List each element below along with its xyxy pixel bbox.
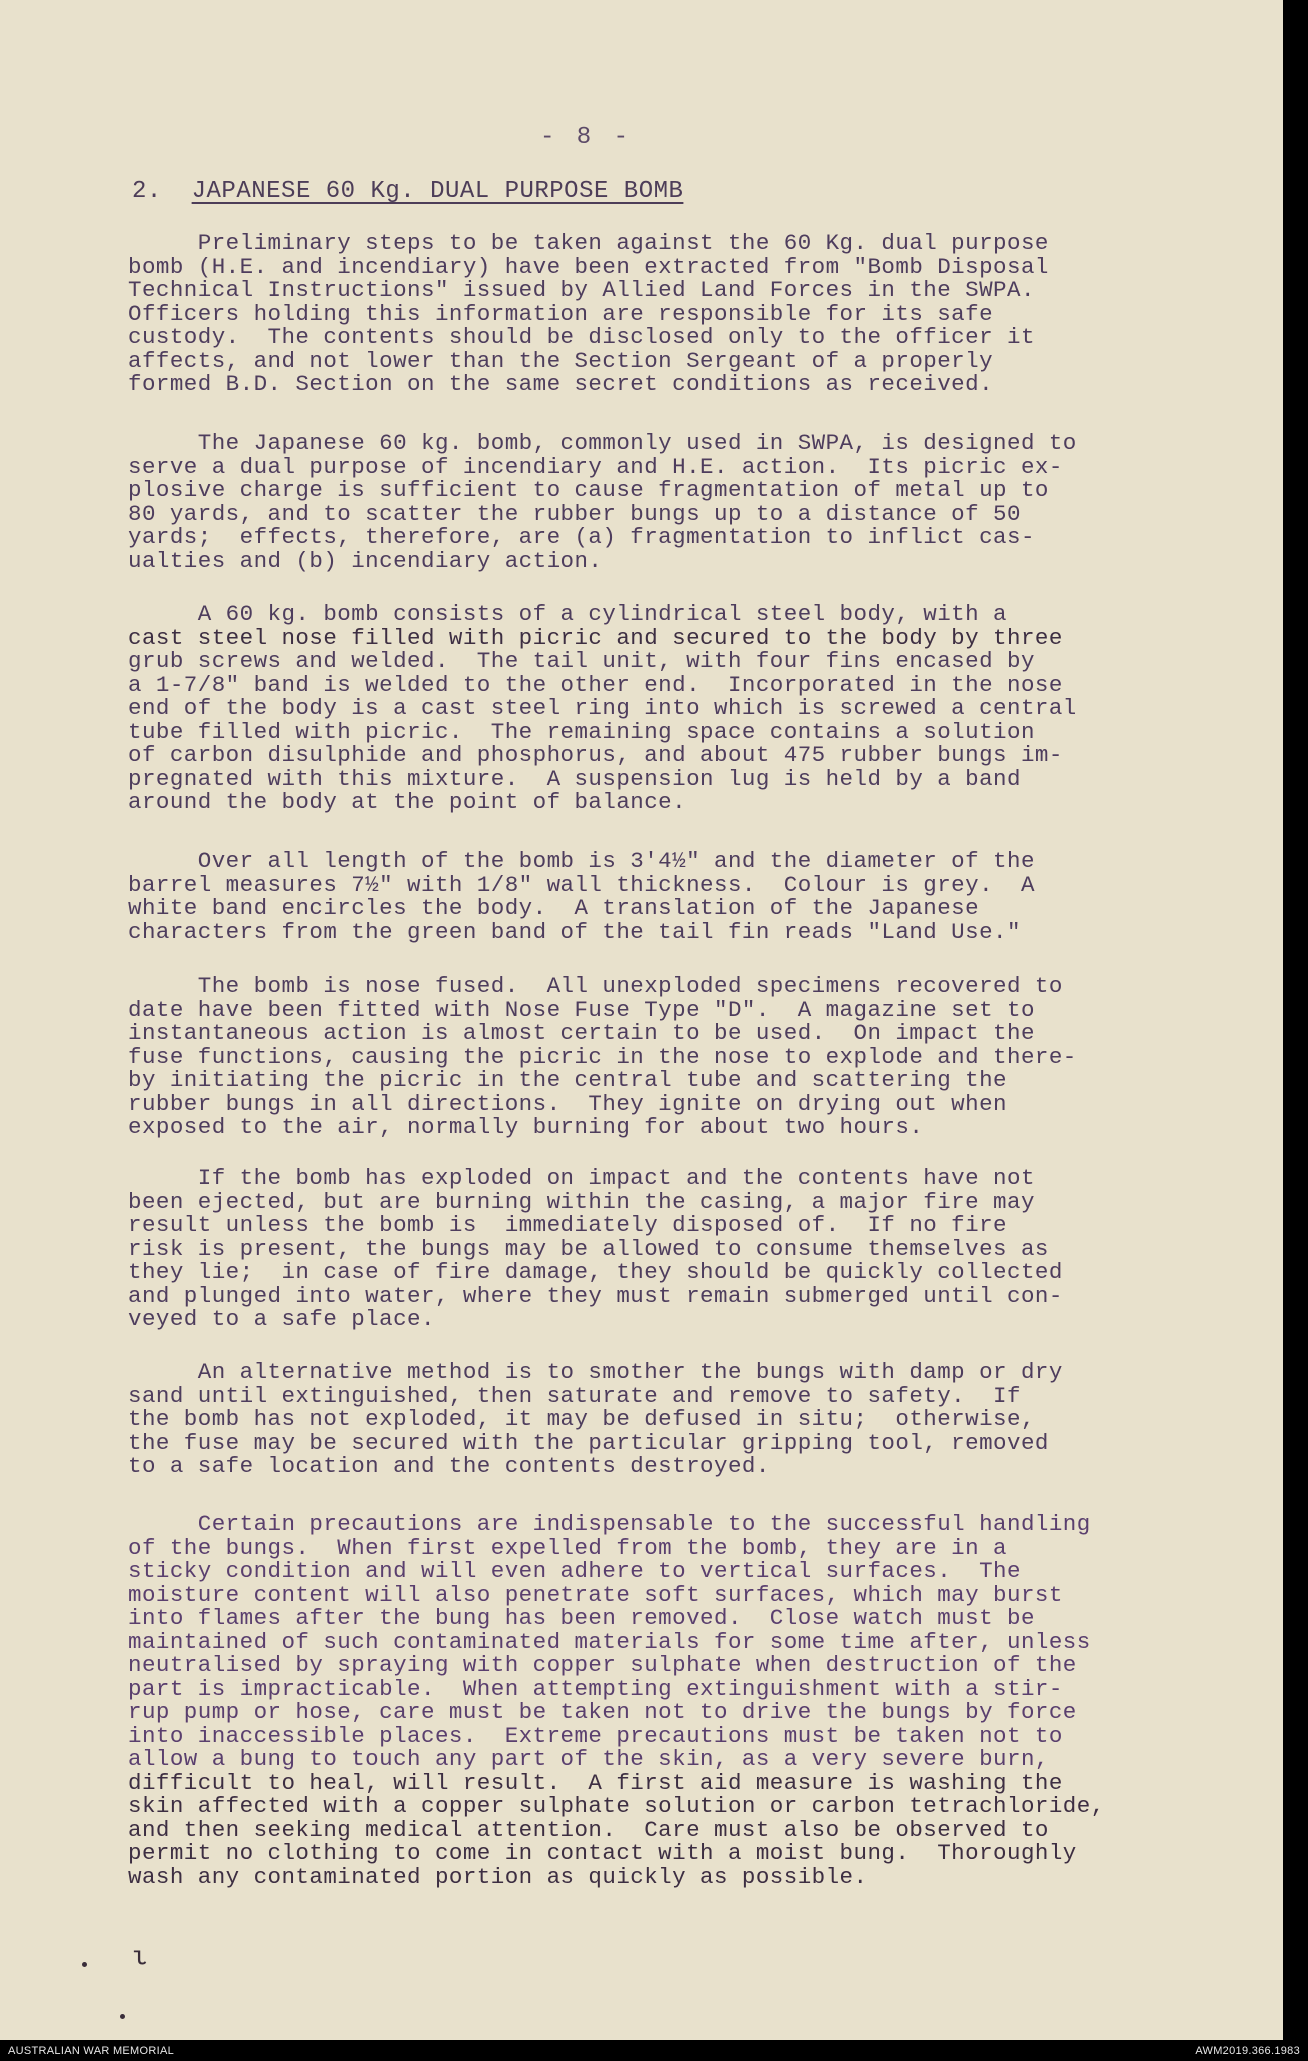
text-line: by initiating the picric in the central tube and scattering the [128, 1067, 1007, 1093]
text-line: and then seeking medical attention. Care must also be observed to [128, 1816, 1049, 1843]
text-line: A 60 kg. bomb consists of a cylindrical steel body, with a [128, 601, 1007, 627]
text-line: custody. The contents should be disclosed only to the officer it [128, 324, 1035, 350]
text-line: rup pump or hose, care must be taken not to drive the bungs by force [128, 1699, 1077, 1725]
text-line: Technical Instructions" issued by Allied Land Forces in the SWPA. [128, 277, 1035, 303]
text-line: grub screws and welded. The tail unit, with four fins encased by [128, 648, 1035, 674]
text-line: difficult to heal, will result. A first aid measure is washing the [128, 1769, 1063, 1796]
section-number: 2. [132, 178, 162, 205]
pen-mark: ι [132, 1942, 148, 1972]
text-line: fuse functions, causing the picric in the nose to explode and there- [128, 1043, 1077, 1070]
text-line: maintained of such contaminated materials for some time after, unless [128, 1628, 1091, 1655]
text-line: to a safe location and the contents destroyed. [128, 1453, 770, 1479]
text-line: into inaccessible places. Extreme precautions must be taken not to [128, 1722, 1063, 1749]
text-line: tube filled with picric. The remaining space contains a solution [128, 718, 1035, 745]
text-line: the fuse may be secured with the particular gripping tool, removed [128, 1429, 1049, 1456]
paragraph-8 [128, 1513, 1148, 1889]
text-line: rubber bungs in all directions. They ignite on drying out when [128, 1090, 1007, 1117]
text-line: ualties and (b) incendiary action. [128, 547, 603, 574]
text-line: characters from the green band of the tail fin reads "Land Use." [128, 918, 1021, 945]
text-line: If the bomb has exploded on impact and the contents have not [128, 1165, 1035, 1191]
text-line: veyed to a safe place. [128, 1306, 435, 1332]
text-line: skin affected with a copper sulphate solution or carbon tetrachloride, [128, 1793, 1105, 1819]
footer-accession-number: AWM2019.366.1983 [1195, 2045, 1300, 2057]
text-line: they lie; in case of fire damage, they should be quickly collected [128, 1259, 1063, 1285]
page-number: - 8 - [540, 124, 633, 151]
text-line: bomb (H.E. and incendiary) have been extracted from "Bomb Disposal [128, 253, 1049, 280]
paragraph-6 [128, 1167, 1148, 1332]
text-line: white band encircles the body. A translation of the Japanese [128, 895, 980, 921]
text-line: Officers holding this information are responsible for its safe [128, 300, 994, 327]
text-line: permit no clothing to come in contact with a moist bung. Thoroughly [128, 1840, 1077, 1866]
ink-dot [82, 1962, 87, 1967]
text-line: barrel measures 7½" with 1/8" wall thickness. Colour is grey. A [128, 871, 1035, 898]
text-line: instantaneous action is almost certain to be used. On impact the [128, 1020, 1035, 1046]
footer-institution: AUSTRALIAN WAR MEMORIAL [8, 2045, 175, 2057]
paragraph-1 [128, 232, 1148, 397]
text-line: date have been fitted with Nose Fuse Type "D". A magazine set to [128, 996, 1035, 1023]
text-line: Over all length of the bomb is 3'4½" and the diameter of the [128, 848, 1035, 874]
ink-dot [120, 2014, 125, 2019]
text-line: moisture content will also penetrate soft surfaces, which may burst [128, 1581, 1063, 1608]
text-line: Certain precautions are indispensable to the successful handling [128, 1511, 1091, 1537]
text-line: neutralised by spraying with copper sulphate when destruction of the [128, 1652, 1077, 1678]
text-line: of carbon disulphide and phosphorus, and about 475 rubber bungs im- [128, 742, 1063, 768]
text-line: formed B.D. Section on the same secret conditions as received. [128, 371, 994, 397]
paragraph-3 [128, 603, 1148, 815]
section-heading [132, 178, 683, 205]
text-line: The bomb is nose fused. All unexploded specimens recovered to [128, 973, 1063, 999]
text-line: serve a dual purpose of incendiary and H.E. action. Its picric ex- [128, 453, 1063, 480]
paragraph-5 [128, 975, 1148, 1140]
text-line: affects, and not lower than the Section Sergeant of a properly [128, 347, 994, 374]
text-line: of the bungs. When first expelled from the bomb, they are in a [128, 1534, 1007, 1561]
text-line: pregnated with this mixture. A suspension lug is held by a band [128, 765, 1021, 792]
text-line: allow a bung to touch any part of the skin, as a very severe burn, [128, 1746, 1049, 1772]
text-line: around the body at the point of balance. [128, 789, 687, 815]
text-line: Preliminary steps to be taken against the 60 Kg. dual purpose [128, 230, 1049, 256]
text-line: The Japanese 60 kg. bomb, commonly used in SWPA, is designed to [128, 430, 1077, 456]
text-line: part is impracticable. When attempting extinguishment with a stir- [128, 1675, 1063, 1702]
text-line: plosive charge is sufficient to cause fragmentation of metal up to [128, 477, 1049, 503]
text-line: cast steel nose filled with picric and secured to the body by three [128, 624, 1063, 651]
text-line: yards; effects, therefore, are (a) fragmentation to inflict cas- [128, 524, 1035, 550]
paragraph-7 [128, 1361, 1148, 1479]
text-line: exposed to the air, normally burning for about two hours. [128, 1114, 924, 1140]
text-line: and plunged into water, where they must remain submerged until con- [128, 1282, 1063, 1309]
section-title: JAPANESE 60 Kg. DUAL PURPOSE BOMB [191, 178, 684, 205]
text-line: 80 yards, and to scatter the rubber bungs up to a distance of 50 [128, 500, 1021, 527]
paragraph-4 [128, 850, 1148, 944]
paragraph-2 [128, 432, 1148, 573]
text-line: risk is present, the bungs may be allowed to consume themselves as [128, 1235, 1049, 1262]
text-line: wash any contaminated portion as quickly as possible. [128, 1863, 868, 1890]
text-line: been ejected, but are burning within the casing, a major fire may [128, 1188, 1035, 1215]
text-line: sand until extinguished, then saturate and remove to safety. If [128, 1382, 1021, 1409]
text-line: a 1-7/8" band is welded to the other end. Incorporated in the nose [128, 671, 1063, 698]
text-line: end of the body is a cast steel ring into which is screwed a central [128, 695, 1077, 721]
text-line: result unless the bomb is immediately disposed of. If no fire [128, 1212, 1007, 1238]
text-line: sticky condition and will even adhere to vertical surfaces. The [128, 1558, 1021, 1584]
text-line: the bomb has not exploded, it may be defused in situ; otherwise, [128, 1406, 1035, 1432]
text-line: into flames after the bung has been removed. Close watch must be [128, 1605, 1035, 1631]
text-line: An alternative method is to smother the bungs with damp or dry [128, 1359, 1063, 1385]
